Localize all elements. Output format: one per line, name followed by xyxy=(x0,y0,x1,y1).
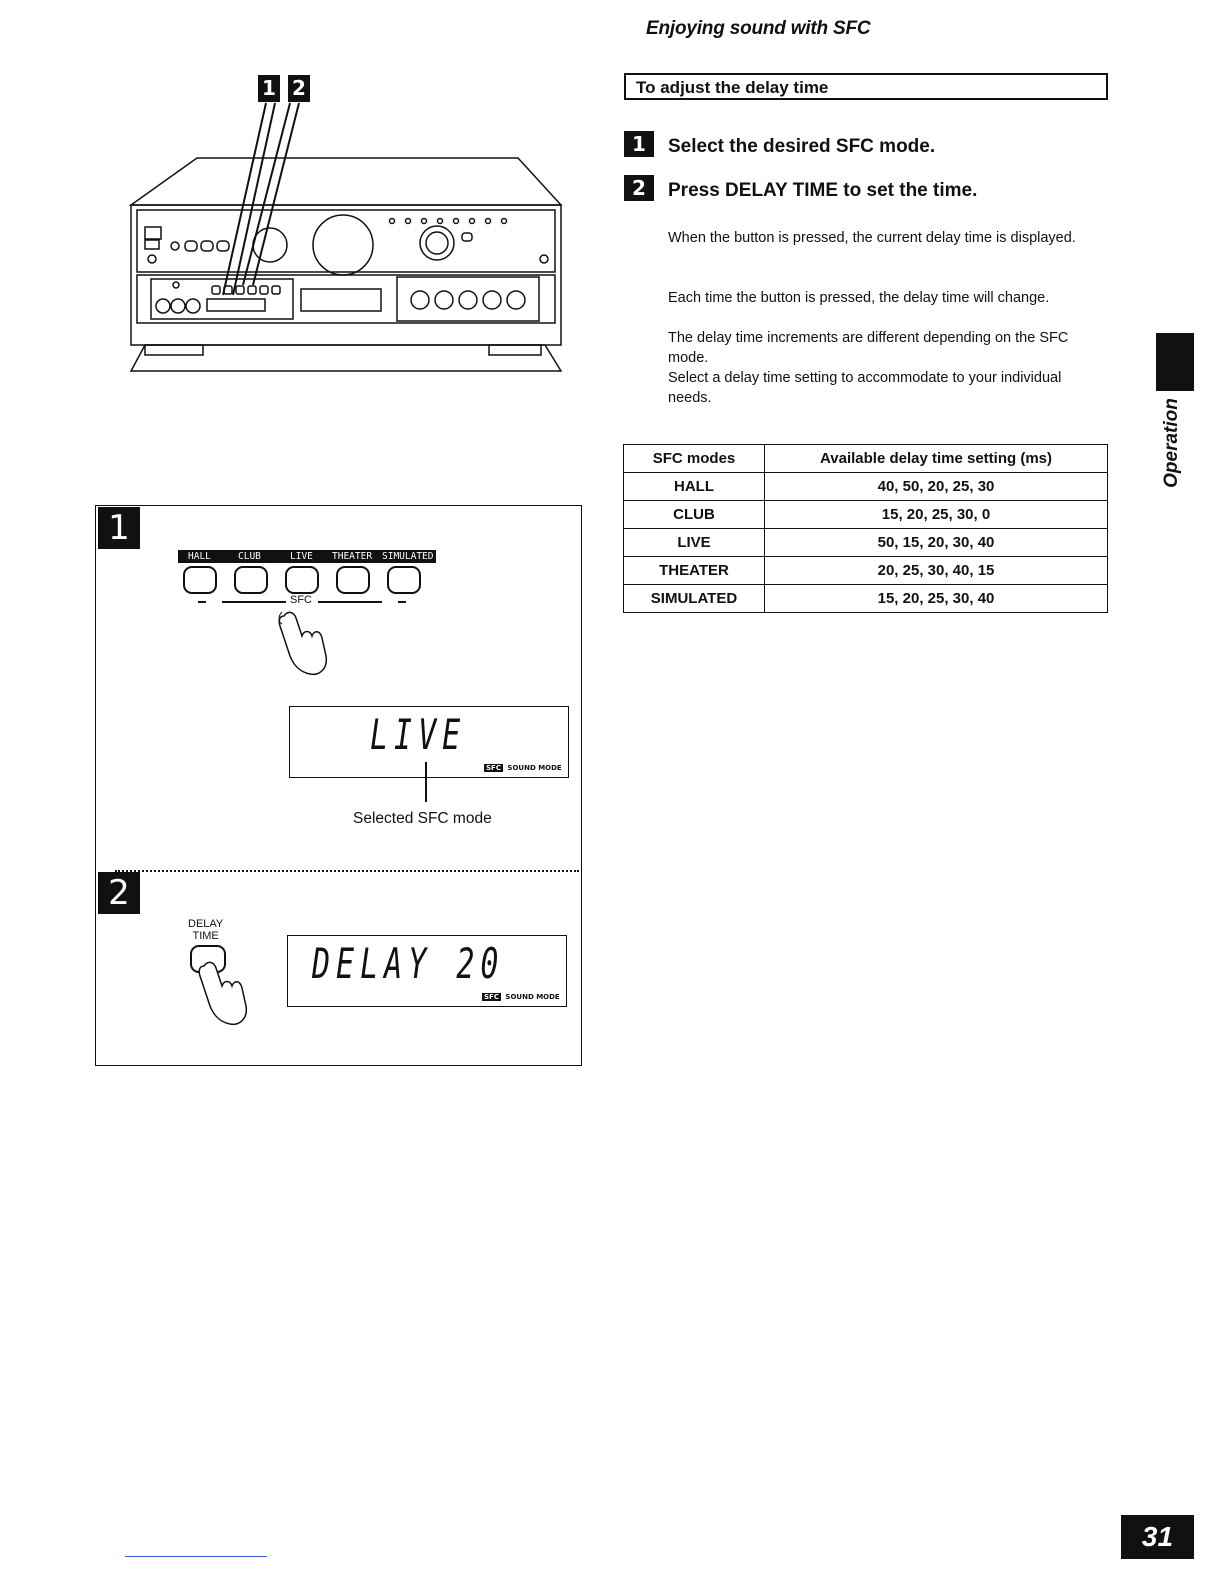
sfc-mode-cell: CLUB xyxy=(624,501,765,529)
delay-time-label xyxy=(188,918,223,942)
hall-button[interactable] xyxy=(183,566,217,594)
delay-time-table xyxy=(623,444,1108,613)
sfc-mode-cell: HALL xyxy=(624,473,765,501)
pressing-hand-icon xyxy=(196,958,252,1028)
step-1-instruction: Select the desired SFC mode. xyxy=(668,136,936,157)
sfc-label-club: CLUB xyxy=(238,551,261,562)
delay-label-line2: TIME xyxy=(192,930,219,942)
callout-badge-2: 2 xyxy=(288,75,310,102)
column-header: Available delay time setting (ms) xyxy=(765,445,1108,473)
sfc-label-live: LIVE xyxy=(290,551,313,562)
sound-mode-indicator: SOUND MODE xyxy=(507,764,562,772)
sfc-indicator-tag: SFC xyxy=(484,993,499,1001)
delay-values-cell: 20, 25, 30, 40, 15 xyxy=(765,557,1108,585)
display-delay-text: DELAY 20 xyxy=(312,940,505,989)
column-header: SFC modes xyxy=(624,445,765,473)
page-header-title: Enjoying sound with SFC xyxy=(646,18,871,39)
sfc-group-dash xyxy=(398,601,406,603)
display-live-text: LIVE xyxy=(370,711,467,760)
callout-badge-1: 1 xyxy=(258,75,280,102)
sound-mode-indicator: SOUND MODE xyxy=(505,993,560,1001)
delay-label-line1: DELAY xyxy=(188,918,224,930)
amplifier-illustration xyxy=(125,95,570,380)
panel-step-2-badge: 2 xyxy=(98,872,140,914)
sfc-mode-cell: SIMULATED xyxy=(624,585,765,613)
sfc-group-line xyxy=(318,601,382,603)
simulated-button[interactable] xyxy=(387,566,421,594)
theater-button[interactable] xyxy=(336,566,370,594)
delay-values-cell: 15, 20, 25, 30, 0 xyxy=(765,501,1108,529)
sfc-group-label: SFC xyxy=(290,594,312,606)
step-2-badge: 2 xyxy=(624,175,654,201)
paragraph-display: When the button is pressed, the current delay time is displayed. xyxy=(668,230,1076,246)
delay-values-cell: 15, 20, 25, 30, 40 xyxy=(765,585,1108,613)
sfc-label-simulated: SIMULATED xyxy=(382,551,434,562)
caption-leader-line xyxy=(425,762,427,802)
sfc-group-dash xyxy=(198,601,206,603)
step-1-badge: 1 xyxy=(624,131,654,157)
table-row xyxy=(624,501,1108,529)
live-button[interactable] xyxy=(285,566,319,594)
step-2-instruction: Press DELAY TIME to set the time. xyxy=(668,180,978,201)
delay-values-cell: 40, 50, 20, 25, 30 xyxy=(765,473,1108,501)
table-row xyxy=(624,529,1108,557)
club-button[interactable] xyxy=(234,566,268,594)
sfc-mode-cell: LIVE xyxy=(624,529,765,557)
footer-rule xyxy=(125,1556,267,1557)
sfc-group-line xyxy=(222,601,286,603)
selected-mode-caption: Selected SFC mode xyxy=(353,810,492,827)
display-live-indicator xyxy=(484,764,562,772)
panel-step-1-badge: 1 xyxy=(98,507,140,549)
paragraph-select: Select a delay time setting to accommodate to your individual needs. xyxy=(668,370,1062,406)
sfc-label-hall: HALL xyxy=(188,551,211,562)
side-tab-label: Operation xyxy=(1161,398,1182,488)
delay-values-cell: 50, 15, 20, 30, 40 xyxy=(765,529,1108,557)
paragraph-change: Each time the button is pressed, the delay time will change. xyxy=(668,290,1050,306)
paragraph-increments: The delay time increments are different depending on the SFC mode. xyxy=(668,330,1069,366)
table-row xyxy=(624,473,1108,501)
sfc-label-theater: THEATER xyxy=(332,551,373,562)
page-number: 31 xyxy=(1121,1515,1194,1559)
step-divider xyxy=(115,870,579,872)
section-title: To adjust the delay time xyxy=(624,73,1108,100)
display-delay-indicator xyxy=(482,993,560,1001)
sfc-indicator-tag: SFC xyxy=(486,764,501,772)
table-row xyxy=(624,557,1108,585)
table-row xyxy=(624,585,1108,613)
sfc-mode-cell: THEATER xyxy=(624,557,765,585)
pressing-hand-icon xyxy=(276,608,332,678)
table-header-row xyxy=(624,445,1108,473)
